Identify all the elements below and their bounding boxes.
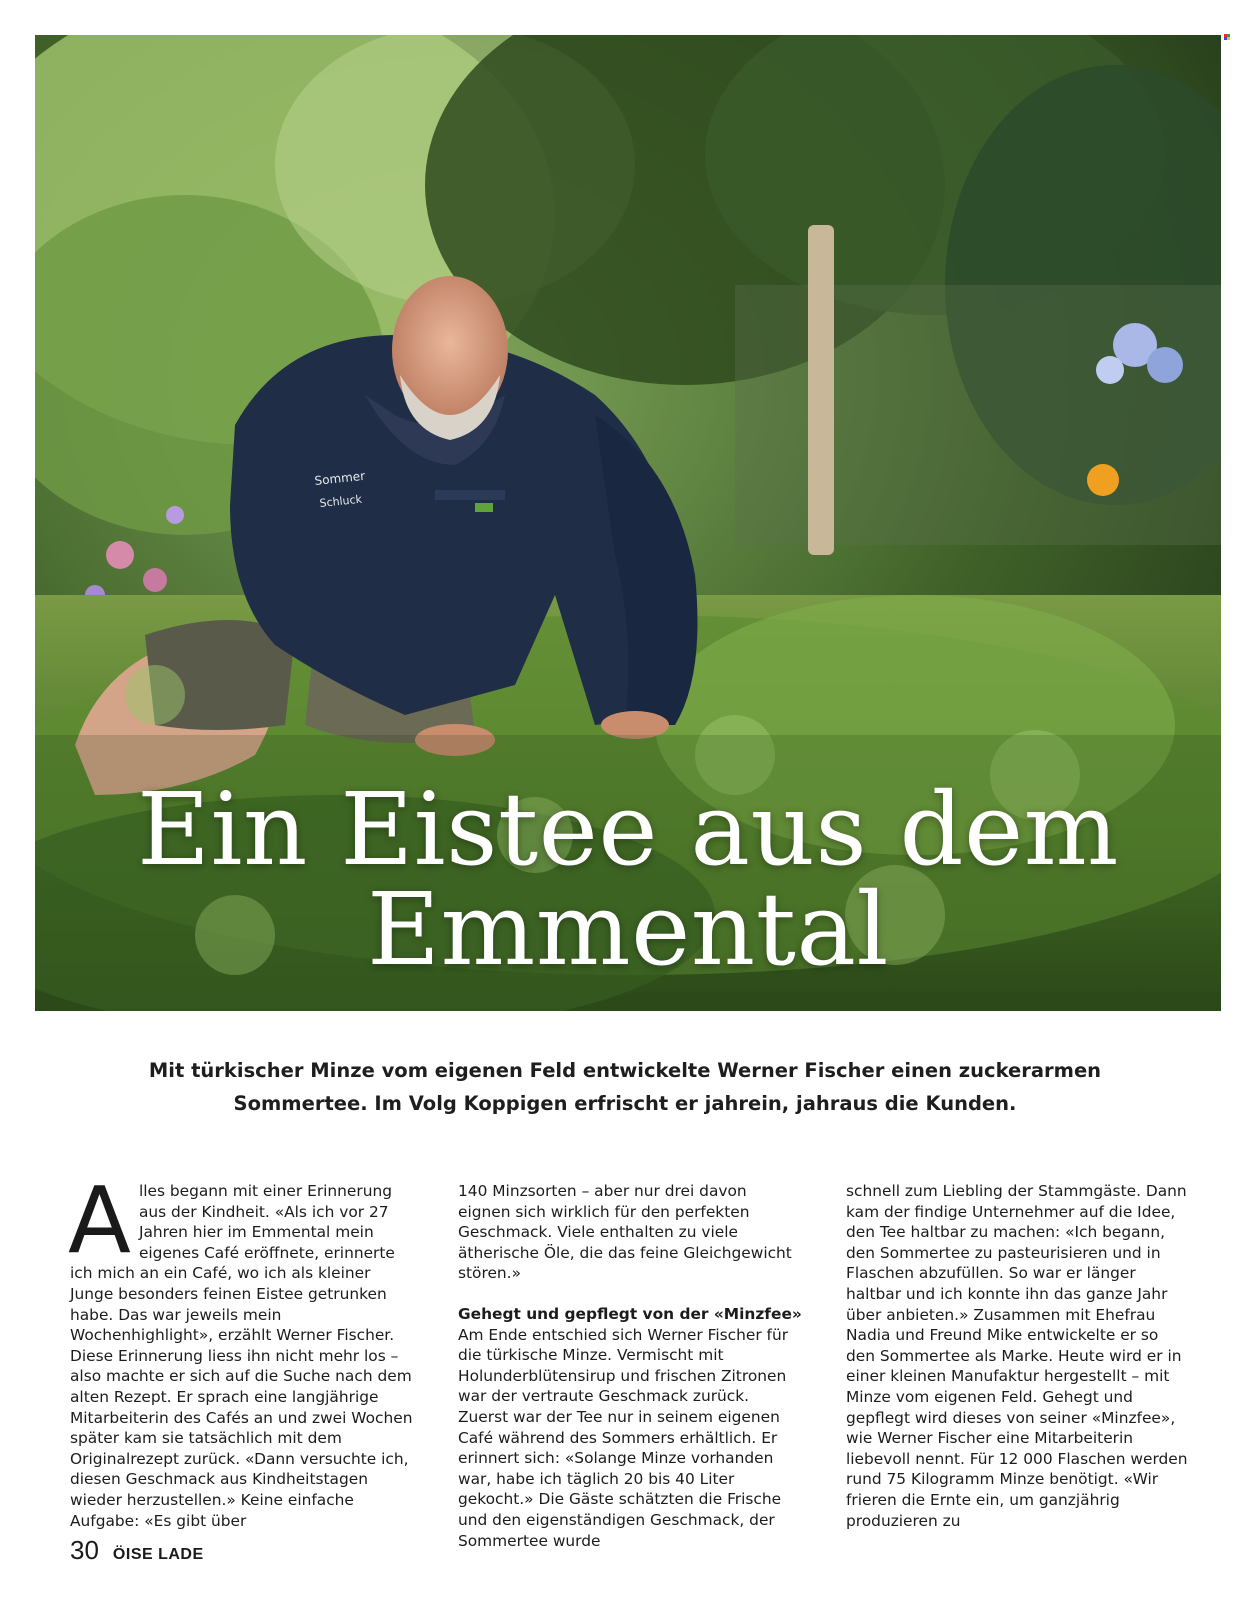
column-1-text: lles begann mit einer Erinnerung aus der Kindheit. «Als ich vor 27 Jahren hier im Emmental mein eigenes Café eröffnete, erinnerte ich mich an ein Café, wo ich als kleiner Junge besonders feinen Eistee getrunken habe. Das war jeweils mein Wochenhighlight», erzählt Werner Fischer. Diese Erinnerung liess ihn nicht mehr los – also machte er sich auf die Suche nach dem alten Rezept. Er sprach eine langjährige Mitarbeiterin des Cafés an und zwei Wochen später kam sie tatsächlich mit dem Originalrezept zurück. «Dann versuchte ich, diesen Geschmack aus Kindheitstagen wieder herzustellen.» Keine einfache Aufgabe: «Es gibt über xyxy=(70,1182,413,1530)
article-column-3 xyxy=(846,1181,1191,1531)
headline-line-1: Ein Eistee aus dem xyxy=(137,771,1119,888)
page-number: 30 xyxy=(70,1535,99,1565)
subheading: Gehegt und gepflegt von der «Minzfee» xyxy=(458,1304,802,1323)
hero-photo xyxy=(35,35,1221,1011)
article-column-1 xyxy=(68,1167,415,1531)
article-column-2 xyxy=(458,1181,803,1551)
page-footer xyxy=(70,1535,204,1566)
magazine-name: ÖISE LADE xyxy=(112,1546,204,1563)
column-2-text-2: Am Ende entschied sich Werner Fischer für die türkische Minze. Vermischt mit Holunderblütensirup und frischen Zitronen war der vertraute Geschmack zurück. Zuerst war der Tee nur in seinem eigenen Café während des Sommers erhältlich. Er erinnert sich: «Solange Minze vorhanden war, habe ich täglich 20 bis 40 Liter gekocht.» Die Gäste schätzten die Frische und den eigenständigen Geschmack, der Sommertee wurde xyxy=(458,1325,789,1550)
drop-cap: A xyxy=(68,1167,131,1274)
column-3-text: schnell zum Liebling der Stammgäste. Dann kam der findige Unternehmer auf die Idee, den Tee haltbar zu machen: «Ich begann, den Sommertee zu pasteurisieren und in Flaschen abzufüllen. So war er länger haltbar und ich konnte ihn das ganze Jahr über anbieten.» Zusammen mit Ehefrau Nadia und Freund Mike entwickelte er so den Sommertee als Marke. Heute wird er in einer kleinen Manufaktur hergestellt – mit Minze vom eigenen Feld. Gehegt und gepflegt wird dieses von seiner «Minzfee», wie Werner Fischer eine Mitarbeiterin liebevoll nennt. Für 12 000 Flaschen werden rund 75 Kilogramm Minze benötigt. «Wir frieren die Ernte ein, um ganzjährig produzieren zu xyxy=(846,1182,1188,1530)
lead-paragraph: Mit türkischer Minze vom eigenen Feld entwickelte Werner Fischer einen zuckerarmen Sommertee. Im Volg Koppigen erfrischt er jahrein, jahraus die Kunden. xyxy=(148,1059,1102,1115)
svg-text:Schluck: Schluck xyxy=(318,492,363,510)
headline-line-2: Emmental xyxy=(366,871,890,988)
headline xyxy=(35,771,1221,988)
svg-text:Sommer: Sommer xyxy=(313,468,366,488)
column-2-text-1: 140 Minzsorten – aber nur drei davon eignen sich wirklich für den perfekten Geschmack. Viele enthalten zu viele ätherische Öle, die das feine Gleichgewicht stören.» xyxy=(458,1182,792,1283)
registration-mark-icon xyxy=(1224,34,1230,40)
